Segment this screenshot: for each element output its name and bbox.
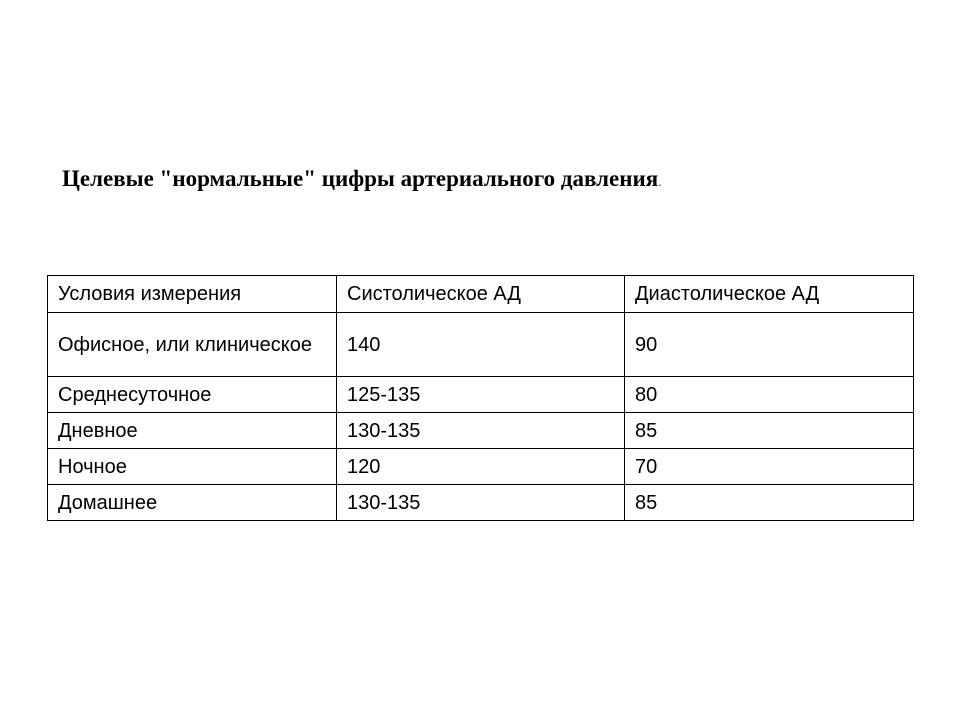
table-cell-systolic: 130-135 xyxy=(337,485,625,521)
table-cell-condition: Домашнее xyxy=(48,485,337,521)
table-cell-systolic: 140 xyxy=(337,313,625,377)
table-row xyxy=(48,449,914,485)
table-row xyxy=(48,377,914,413)
title-text: Целевые "нормальные" цифры артериального давления xyxy=(62,166,659,191)
table-cell-condition: Офисное, или клиническое xyxy=(48,313,337,377)
header-cell-systolic: Систолическое АД xyxy=(337,276,625,313)
table-cell-diastolic: 85 xyxy=(625,485,914,521)
table-cell-diastolic: 85 xyxy=(625,413,914,449)
table-cell-systolic: 130-135 xyxy=(337,413,625,449)
table-cell-condition: Среднесуточное xyxy=(48,377,337,413)
table-row xyxy=(48,313,914,377)
table-cell-diastolic: 90 xyxy=(625,313,914,377)
blood-pressure-table xyxy=(47,275,914,521)
table-cell-diastolic: 70 xyxy=(625,449,914,485)
page-title xyxy=(62,164,662,198)
table-cell-condition: Дневное xyxy=(48,413,337,449)
table-row xyxy=(48,413,914,449)
table-cell-systolic: 125-135 xyxy=(337,377,625,413)
table-cell-condition: Ночное xyxy=(48,449,337,485)
table-cell-diastolic: 80 xyxy=(625,377,914,413)
table-cell-systolic: 120 xyxy=(337,449,625,485)
header-cell-diastolic: Диастолическое АД xyxy=(625,276,914,313)
table-row xyxy=(48,485,914,521)
table-header-row xyxy=(48,276,914,313)
title-trailing-dot: . xyxy=(658,175,662,190)
header-cell-conditions: Условия измерения xyxy=(48,276,337,313)
